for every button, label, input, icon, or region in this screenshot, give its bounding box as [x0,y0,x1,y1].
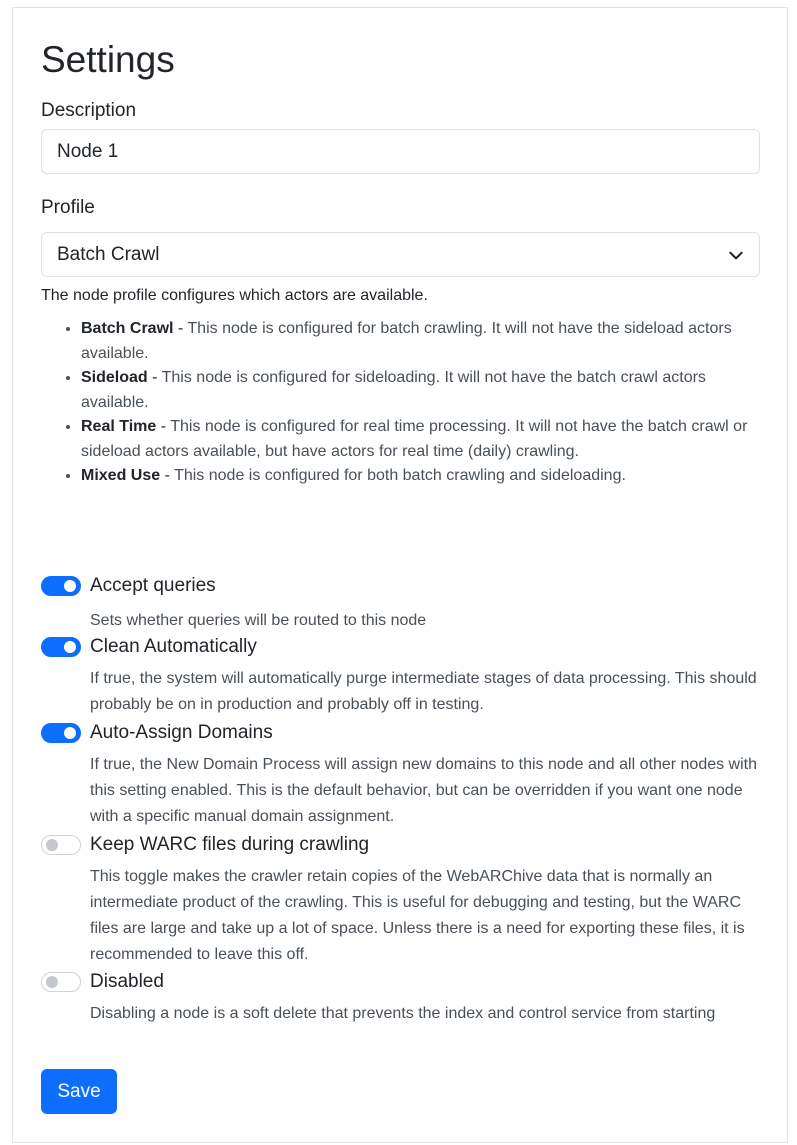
profile-option-name: Real Time [81,418,157,435]
list-item: • Batch Crawl - This node is configured for batch crawling. It will not have the sideload actors available. [81,317,771,366]
profile-option-text: This node is configured for sideloading. It will not have the batch crawl actors available. [81,369,706,411]
description-label: Description [41,100,137,121]
toggle-label: Auto-Assign Domains [90,722,273,743]
page-title: Settings [41,39,175,80]
toggle-description: If true, the New Domain Process will assign new domains to this node and all other nodes with this setting enabled. This is the default behavior, but can be overridden if you want one node with a specific manual domain assignment. [90,756,758,825]
description-input[interactable] [41,129,760,174]
profile-label: Profile [41,197,95,218]
list-item: • Real Time - This node is configured for real time processing. It will not have the batch crawl or sideload actors available, but have actors for real time (daily) crawling. [81,415,771,464]
profile-option-text: This node is configured for real time processing. It will not have the batch crawl or sideload actors available, but have actors for real time (daily) crawling. [81,418,748,460]
profile-options-list [41,317,771,489]
keep-warc-files-switch[interactable] [41,835,81,855]
save-button[interactable]: Save [41,1069,117,1114]
profile-option-text: This node is configured for both batch crawling and sideloading. [174,467,626,484]
toggle-description: This toggle makes the crawler retain copies of the WebARChive data that is normally an intermediate product of the crawling. This is useful for debugging and testing, but the WARC files are large and take up a lot of space. Unless there is a need for exporting these files, it is recommended to leave this off. [90,868,745,963]
list-item: • Mixed Use - This node is configured for both batch crawling and sideloading. [81,464,771,489]
toggle-description: If true, the system will automatically purge intermediate stages of data processing. This should probably be on in production and probably off in testing. [90,670,757,713]
disabled-switch[interactable] [41,972,81,992]
profile-select-value: Batch Crawl [57,243,160,265]
toggle-label: Accept queries [90,575,216,596]
toggle-description: Disabling a node is a soft delete that prevents the index and control service from starting [90,1005,716,1022]
toggle-description: Sets whether queries will be routed to this node [90,612,427,629]
toggle-label: Keep WARC files during crawling [90,834,370,855]
accept-queries-switch[interactable] [41,576,81,596]
toggle-label: Disabled [90,971,164,992]
toggle-label: Clean Automatically [90,636,257,657]
clean-automatically-switch[interactable] [41,637,81,657]
chevron-down-icon [727,246,745,264]
profile-option-name: Mixed Use [81,467,161,484]
profile-option-name: Sideload [81,369,148,386]
settings-card [12,7,788,1143]
profile-help-text: The node profile configures which actors are available. [41,287,428,304]
profile-select[interactable] [41,232,760,277]
list-item: • Sideload - This node is configured for sideloading. It will not have the batch crawl actors available. [81,366,771,415]
auto-assign-domains-switch[interactable] [41,723,81,743]
profile-option-name: Batch Crawl [81,320,174,337]
profile-option-text: This node is configured for batch crawling. It will not have the sideload actors available. [81,320,732,362]
